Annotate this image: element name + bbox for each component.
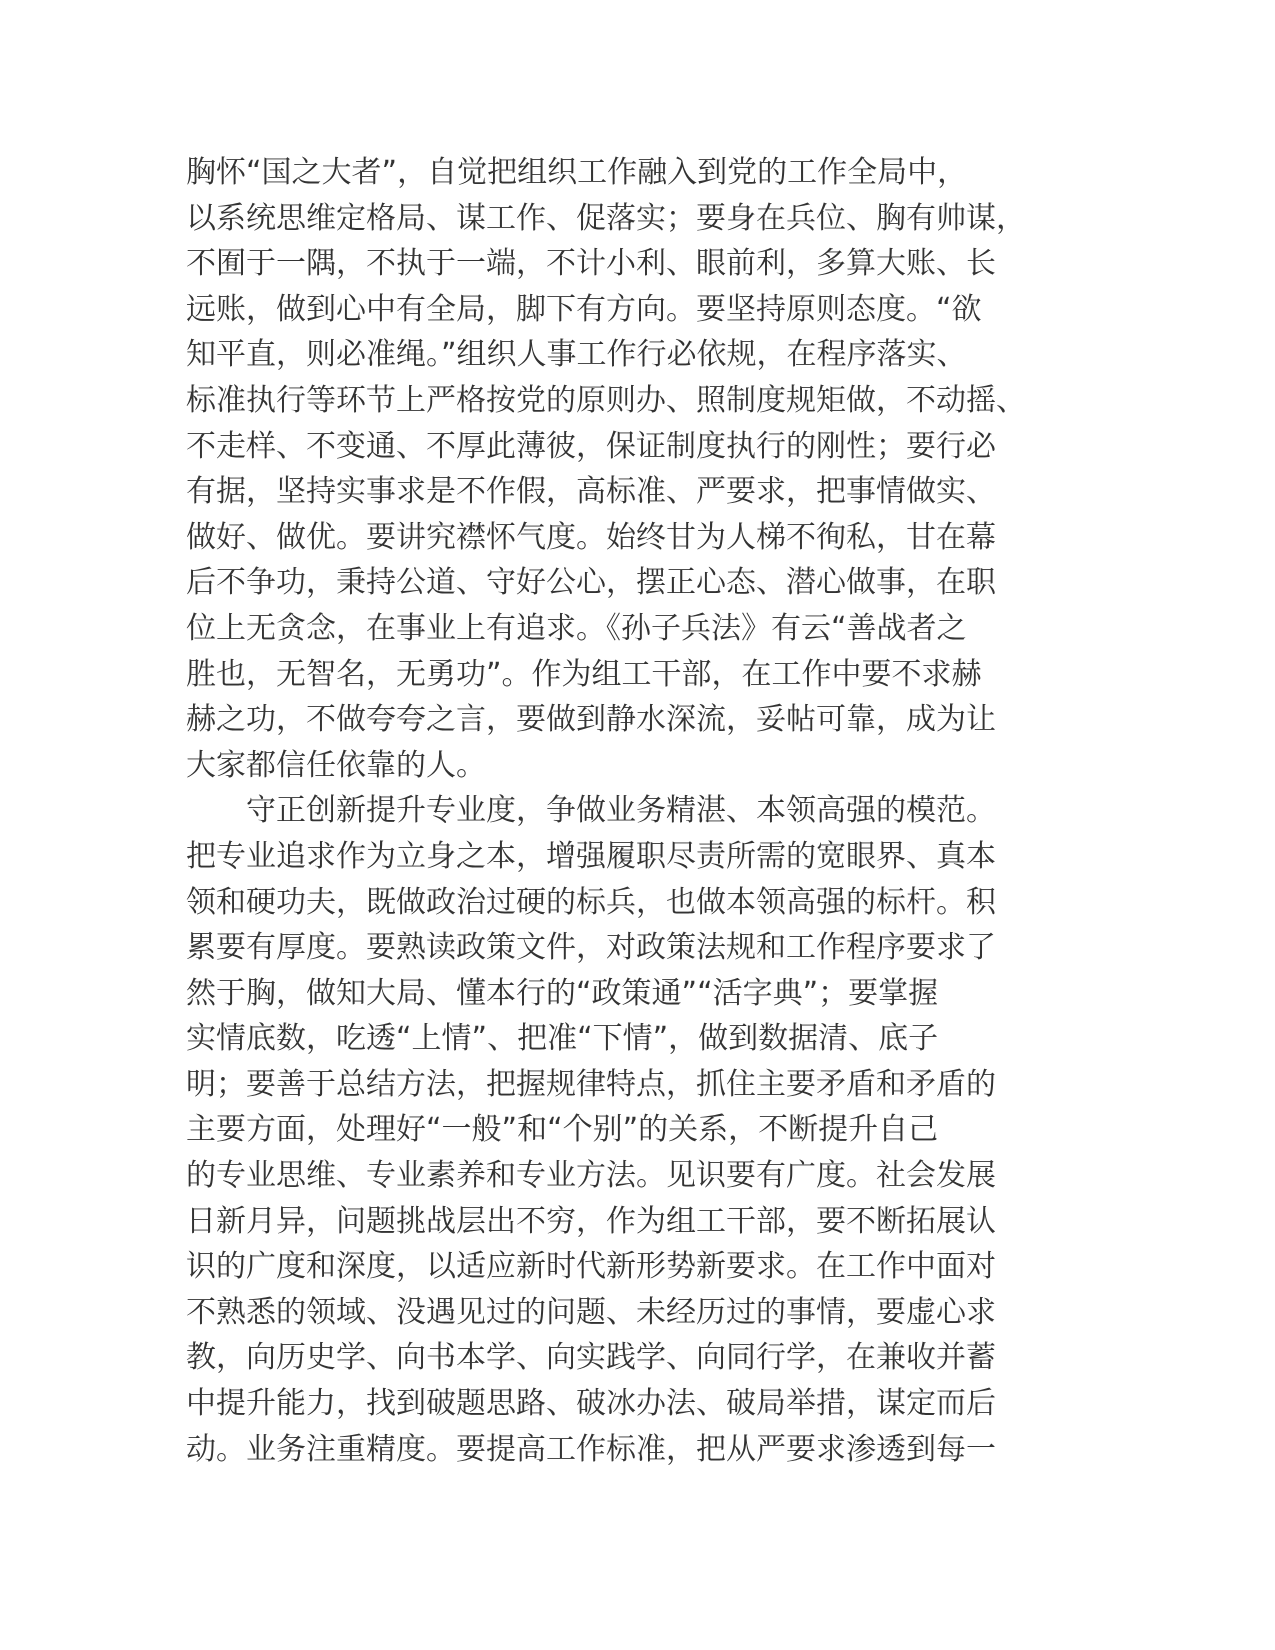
text-line: 有据，坚持实事求是不作假，高标准、严要求，把事情做实、 bbox=[186, 474, 996, 510]
text-line: 大家都信任依靠的人。 bbox=[186, 747, 486, 783]
body-text bbox=[186, 150, 1086, 1472]
text-line: 动。业务注重精度。要提高工作标准，把从严要求渗透到每一 bbox=[186, 1431, 996, 1467]
text-line: 把专业追求作为立身之本，增强履职尽责所需的宽眼界、真本 bbox=[186, 838, 996, 874]
text-line: 胸怀“国之大者”，自觉把组织工作融入到党的工作全局中， bbox=[186, 155, 968, 190]
text-line: 然于胸，做知大局、懂本行的“政策通”“活字典”；要掌握 bbox=[186, 975, 939, 1011]
text-line: 累要有厚度。要熟读政策文件，对政策法规和工作程序要求了 bbox=[186, 930, 996, 966]
text-line: 赫之功，不做夸夸之言，要做到静水深流，妥帖可靠，成为让 bbox=[186, 702, 996, 738]
text-line: 知平直，则必准绳。”组织人事工作行必依规，在程序落实、 bbox=[186, 337, 967, 373]
text-line: 教，向历史学、向书本学、向实践学、向同行学，在兼收并蓄 bbox=[186, 1340, 996, 1376]
text-line: 日新月异，问题挑战层出不穷，作为组工干部，要不断拓展认 bbox=[186, 1203, 996, 1239]
text-line: 做好、做优。要讲究襟怀气度。始终甘为人梯不徇私，甘在幕 bbox=[186, 519, 996, 555]
text-line: 不熟悉的领域、没遇见过的问题、未经历过的事情，要虚心求 bbox=[186, 1294, 996, 1330]
text-line: 中提升能力，找到破题思路、破冰办法、破局举措，谋定而后 bbox=[186, 1386, 996, 1422]
text-line: 不囿于一隅，不执于一端，不计小利、眼前利，多算大账、长 bbox=[186, 246, 996, 282]
text-line: 主要方面，处理好“一般”和“个别”的关系，不断提升自己 bbox=[186, 1112, 939, 1148]
text-line: 领和硬功夫，既做政治过硬的标兵，也做本领高强的标杆。积 bbox=[186, 884, 996, 920]
text-line: 标准执行等环节上严格按党的原则办、照制度规矩做，不动摇、 bbox=[186, 382, 1026, 418]
text-line: 位上无贪念，在事业上有追求。《孙子兵法》有云“善战者之 bbox=[186, 610, 967, 646]
text-line: 的专业思维、专业素养和专业方法。见识要有广度。社会发展 bbox=[186, 1158, 996, 1194]
text-line: 胜也，无智名，无勇功”。作为组工干部，在工作中要不求赫 bbox=[186, 656, 982, 692]
paragraph-heading-line: 守正创新提升专业度，争做业务精湛、本领高强的模范。 bbox=[246, 793, 996, 829]
text-line: 不走样、不变通、不厚此薄彼，保证制度执行的刚性；要行必 bbox=[186, 428, 996, 464]
text-line: 明；要善于总结方法，把握规律特点，抓住主要矛盾和矛盾的 bbox=[186, 1066, 996, 1102]
text-line: 远账，做到心中有全局，脚下有方向。要坚持原则态度。“欲 bbox=[186, 291, 982, 327]
text-line: 识的广度和深度，以适应新时代新形势新要求。在工作中面对 bbox=[186, 1249, 996, 1285]
text-line: 以系统思维定格局、谋工作、促落实；要身在兵位、胸有帅谋， bbox=[186, 200, 1026, 236]
text-line: 实情底数，吃透“上情”、把准“下情”，做到数据清、底子 bbox=[186, 1021, 939, 1057]
text-line: 后不争功，秉持公道、守好公心，摆正心态、潜心做事，在职 bbox=[186, 565, 996, 601]
